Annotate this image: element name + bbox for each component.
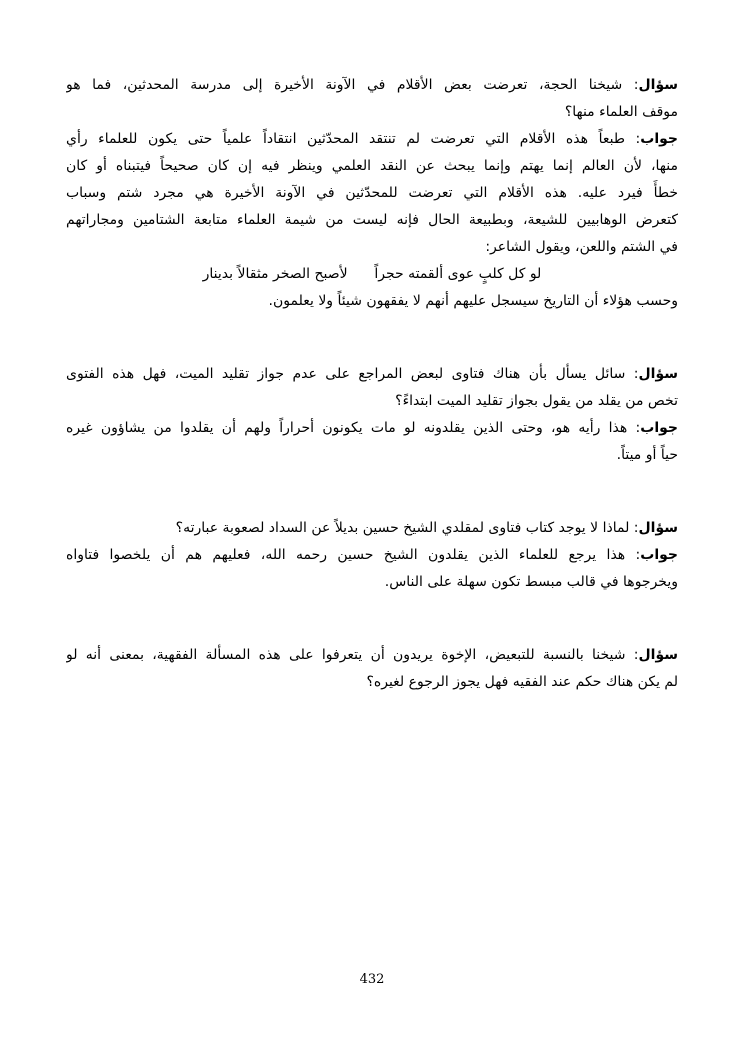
answer-text: : هذا رأيه هو، وحتى الذين يقلدونه لو مات يكونون أحراراً ولهم أن يقلدوا من يشاؤون غيره xyxy=(66,420,641,436)
answer-label: جواب xyxy=(640,547,678,563)
question-line xyxy=(66,642,678,669)
section-gap xyxy=(66,315,678,361)
question-line: لم يكن هناك حكم عند الفقيه فهل يجوز الرجوع لغيره؟ xyxy=(366,674,678,690)
answer-text: : هذا يرجع للعلماء الذين يقلدون الشيخ حسين رحمه الله، فعليهم هم أن يلخصوا فتاواه xyxy=(66,547,641,563)
question-line: موقف العلماء منها؟ xyxy=(564,104,678,120)
question-text: : سائل يسأل بأن هناك فتاوى لبعض المراجع على عدم جواز تقليد الميت، فهل هذه الفتوى xyxy=(66,366,639,382)
answer-label: جواب xyxy=(640,131,678,147)
section-gap xyxy=(66,469,678,515)
page-number: 432 xyxy=(359,972,385,987)
question-label: سؤال xyxy=(638,647,678,663)
answer-line: حياً أو ميتاً. xyxy=(616,447,678,463)
answer-line: منها، لأن العالم إنما يهتم وإنما يبحث عن النقد العلمي وينظر فيه إن كان صحيحاً فيتبناه أو كان xyxy=(66,158,678,174)
answer-line: كتعرض الوهابيين للشيعة، وبطبيعة الحال فإنه ليست من شيمة العلماء متابعة الشتامين ومجاراتهم xyxy=(66,212,678,228)
answer-text: : طبعاً هذه الأقلام التي تعرضت لم تنتقد المحدّثين انتقاداً علمياً حتى يكون للعلماء رأي xyxy=(66,131,641,147)
answer-line: في الشتم واللعن، ويقول الشاعر: xyxy=(485,239,678,255)
poem-verse: لو كل كلبٍ عوى ألقمته حجراً لأصبح الصخر مثقالاً بدينار xyxy=(202,266,542,282)
question-label: سؤال xyxy=(638,77,678,93)
answer-line xyxy=(66,542,678,569)
answer-line: خطأً فيرد عليه. هذه الأقلام التي تعرضت للمحدّثين في الآونة الأخيرة هي مجرد شتم وسباب xyxy=(66,185,678,201)
question-text: : لماذا لا يوجد كتاب فتاوى لمقلدي الشيخ حسين بديلاً عن السداد لصعوبة عبارته؟ xyxy=(175,520,639,536)
answer-line: ويخرجوها في قالب مبسط تكون سهلة على الناس. xyxy=(384,574,678,590)
page-body xyxy=(66,72,678,696)
question-line xyxy=(66,515,678,542)
question-text: : شيخنا الحجة، تعرضت بعض الأقلام في الآونة الأخيرة إلى مدرسة المحدثين، فما هو xyxy=(66,77,639,93)
answer-closing-line: وحسب هؤلاء أن التاريخ سيسجل عليهم أنهم لا يفقهون شيئاً ولا يعلمون. xyxy=(268,293,678,309)
question-label: سؤال xyxy=(638,366,678,382)
question-line xyxy=(66,72,678,99)
answer-label: جواب xyxy=(640,420,678,436)
answer-line xyxy=(66,415,678,442)
answer-line xyxy=(66,126,678,153)
question-text: : شيخنا بالنسبة للتبعيض، الإخوة يريدون أن يتعرفوا على هذه المسألة الفقهية، بمعنى أنه لو xyxy=(66,647,639,663)
question-label: سؤال xyxy=(638,520,678,536)
section-gap xyxy=(66,596,678,642)
question-line: تخص من يقلد من يقول بجواز تقليد الميت ابتداءً؟ xyxy=(395,393,678,409)
question-line xyxy=(66,361,678,388)
